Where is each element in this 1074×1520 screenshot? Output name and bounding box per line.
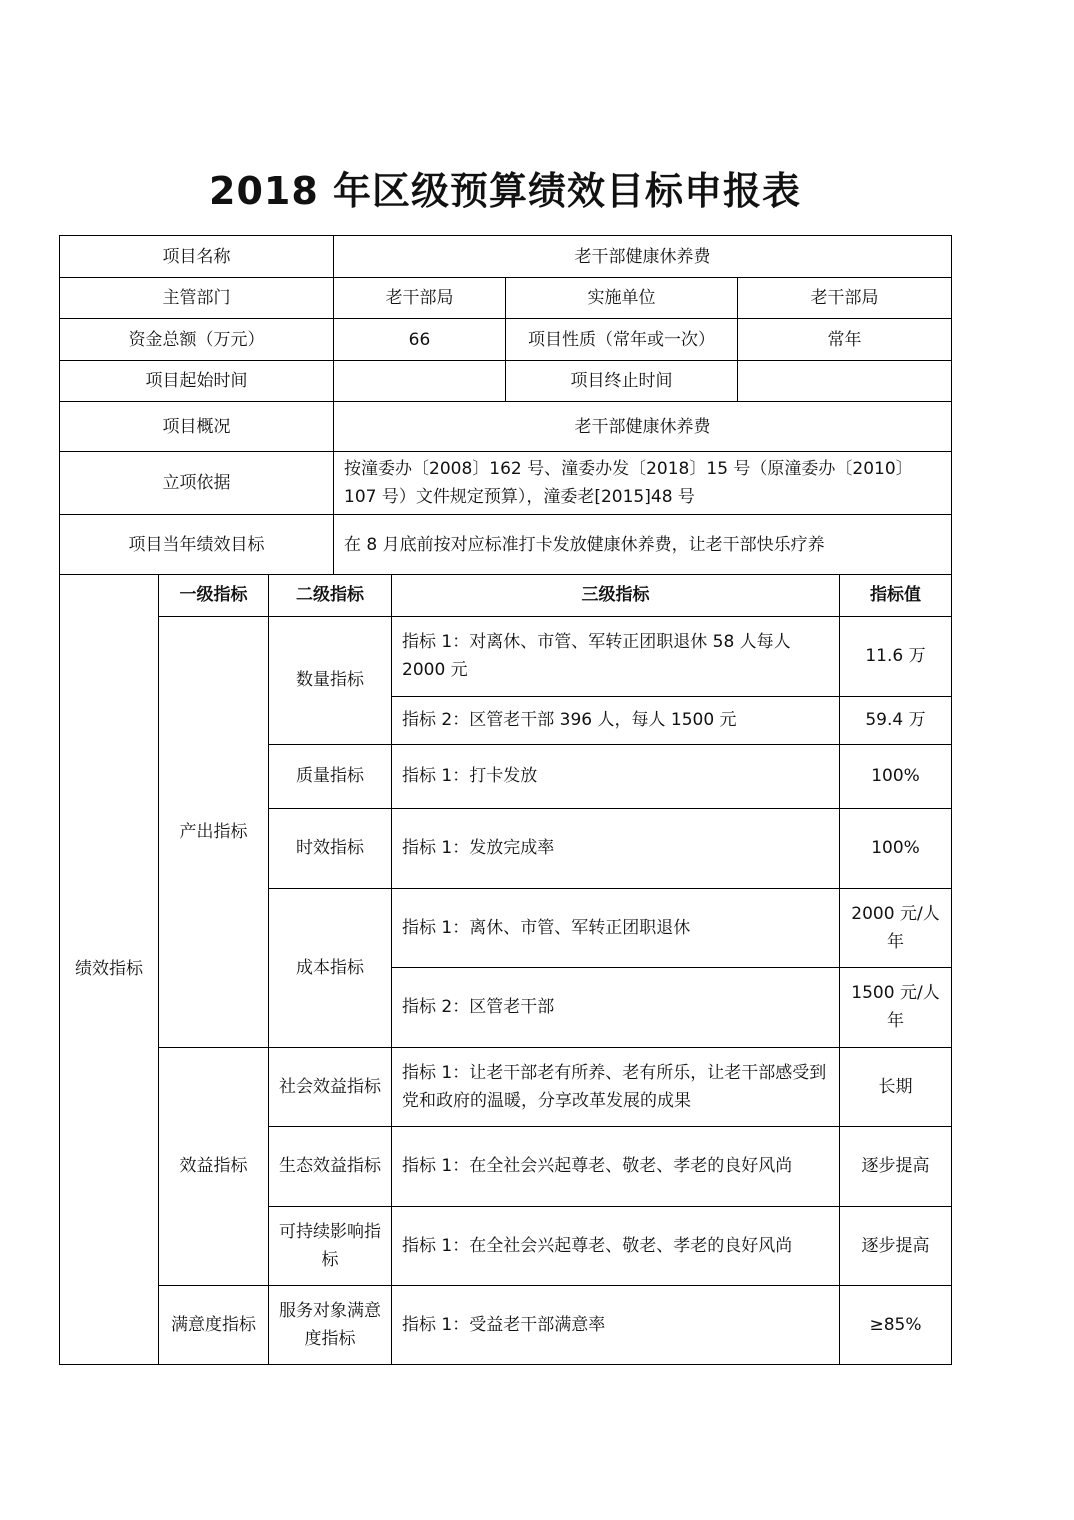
goal-value: 在 8 月底前按对应标准打卡发放健康休养费，让老干部快乐疗养 [334, 515, 952, 575]
quantity-indicator-1: 指标 1：对离休、市管、军转正团职退休 58 人每人 2000 元 [392, 616, 840, 696]
fund-label: 资金总额（万元） [60, 319, 334, 361]
page-title: 2018 年区级预算绩效目标申报表 [209, 169, 801, 213]
service-satisfaction-1: 指标 1：受益老干部满意率 [392, 1285, 840, 1364]
service-satisfaction-label: 服务对象满意度指标 [269, 1285, 392, 1364]
goal-label: 项目当年绩效目标 [60, 515, 334, 575]
table-row [60, 515, 952, 575]
quantity-indicator-label: 数量指标 [269, 616, 392, 744]
timeliness-indicator-1: 指标 1：发放完成率 [392, 808, 840, 888]
impl-label: 实施单位 [506, 278, 738, 319]
cost-indicator-2: 指标 2：区管老干部 [392, 967, 840, 1047]
start-value [334, 361, 506, 402]
nature-label: 项目性质（常年或一次） [506, 319, 738, 361]
social-benefit-label: 社会效益指标 [269, 1047, 392, 1126]
basis-label: 立项依据 [60, 452, 334, 515]
end-value [738, 361, 952, 402]
header-level2: 二级指标 [269, 574, 392, 616]
fund-value: 66 [334, 319, 506, 361]
header-value: 指标值 [840, 574, 952, 616]
table-row [60, 402, 952, 452]
dept-label: 主管部门 [60, 278, 334, 319]
table-row [60, 574, 952, 616]
cost-indicator-1-value: 2000 元/人年 [840, 888, 952, 967]
social-benefit-1-value: 长期 [840, 1047, 952, 1126]
table-row [60, 319, 952, 361]
sustain-1-value: 逐步提高 [840, 1206, 952, 1285]
social-benefit-1: 指标 1：让老干部老有所养、老有所乐，让老干部感受到党和政府的温暖，分享改革发展的成果 [392, 1047, 840, 1126]
impl-value: 老干部局 [738, 278, 952, 319]
table-row [60, 236, 952, 278]
project-name-label: 项目名称 [60, 236, 334, 278]
satisfaction-indicator-label: 满意度指标 [159, 1285, 269, 1364]
quantity-indicator-2-value: 59.4 万 [840, 696, 952, 744]
timeliness-indicator-label: 时效指标 [269, 808, 392, 888]
performance-indicator-table [59, 574, 952, 1365]
project-name-value: 老干部健康休养费 [334, 236, 952, 278]
basis-value: 按潼委办〔2008〕162 号、潼委办发〔2018〕15 号（原潼委办〔2010〕107 号）文件规定预算），潼委老[2015]48 号 [334, 452, 952, 515]
service-satisfaction-1-value: ≥85% [840, 1285, 952, 1364]
quantity-indicator-1-value: 11.6 万 [840, 616, 952, 696]
table-row [60, 1047, 952, 1126]
table-row [60, 1285, 952, 1364]
sustain-1: 指标 1：在全社会兴起尊老、敬老、孝老的良好风尚 [392, 1206, 840, 1285]
eco-benefit-1: 指标 1：在全社会兴起尊老、敬老、孝老的良好风尚 [392, 1126, 840, 1206]
cost-indicator-2-value: 1500 元/人年 [840, 967, 952, 1047]
eco-benefit-label: 生态效益指标 [269, 1126, 392, 1206]
quantity-indicator-2: 指标 2：区管老干部 396 人，每人 1500 元 [392, 696, 840, 744]
overview-value: 老干部健康休养费 [334, 402, 952, 452]
quality-indicator-label: 质量指标 [269, 744, 392, 808]
cost-indicator-1: 指标 1：离休、市管、军转正团职退休 [392, 888, 840, 967]
table-row [60, 278, 952, 319]
eco-benefit-1-value: 逐步提高 [840, 1126, 952, 1206]
end-label: 项目终止时间 [506, 361, 738, 402]
nature-value: 常年 [738, 319, 952, 361]
table-row [60, 452, 952, 515]
timeliness-indicator-1-value: 100% [840, 808, 952, 888]
header-level1: 一级指标 [159, 574, 269, 616]
benefit-indicator-label: 效益指标 [159, 1047, 269, 1285]
cost-indicator-label: 成本指标 [269, 888, 392, 1047]
dept-value: 老干部局 [334, 278, 506, 319]
quality-indicator-1: 指标 1：打卡发放 [392, 744, 840, 808]
output-indicator-label: 产出指标 [159, 616, 269, 1047]
start-label: 项目起始时间 [60, 361, 334, 402]
header-level3: 三级指标 [392, 574, 840, 616]
project-info-table [59, 235, 952, 575]
performance-indicator-label: 绩效指标 [60, 574, 159, 1364]
table-row [60, 616, 952, 696]
table-row [60, 361, 952, 402]
quality-indicator-1-value: 100% [840, 744, 952, 808]
sustain-label: 可持续影响指标 [269, 1206, 392, 1285]
overview-label: 项目概况 [60, 402, 334, 452]
